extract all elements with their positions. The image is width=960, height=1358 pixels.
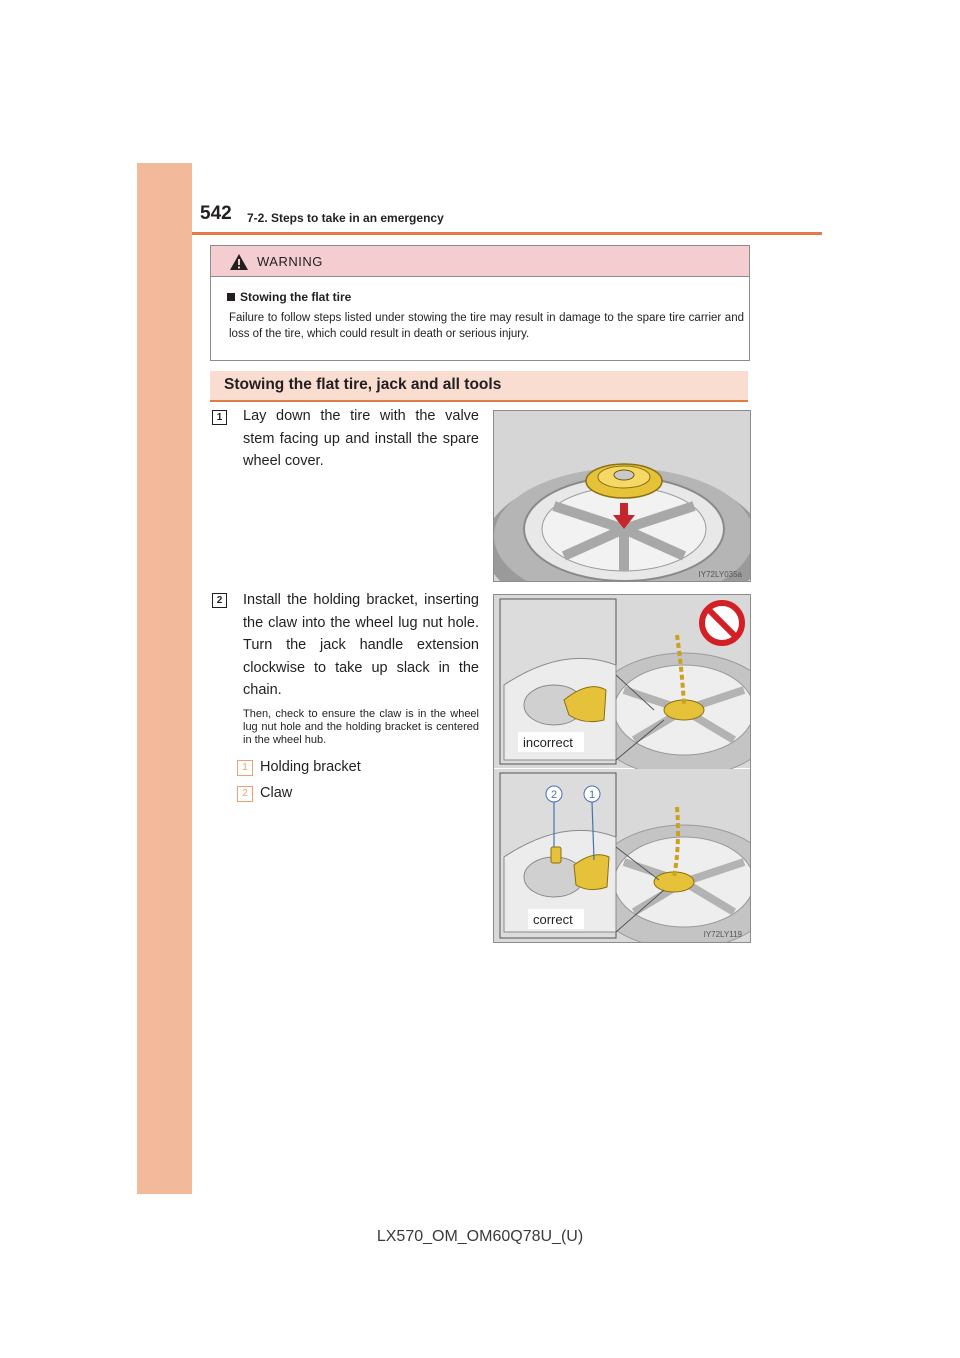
step-1-text: Lay down the tire with the valve stem facing up and install the spare wheel cover. xyxy=(243,408,479,469)
step-2-note: Then, check to ensure the claw is in the wheel lug nut hole and the holding bracket is centered in the wheel hub. xyxy=(243,708,479,746)
figure-callout-2: 2 xyxy=(550,789,558,801)
warning-label: WARNING xyxy=(257,254,323,269)
callout-label-claw: Claw xyxy=(260,785,293,801)
footer-document-code: LX570_OM_OM60Q78U_(U) xyxy=(376,1228,584,1245)
warning-triangle-icon xyxy=(229,253,249,271)
warning-box xyxy=(210,245,750,361)
warning-item-title xyxy=(227,290,351,304)
callout-label-holding-bracket: Holding bracket xyxy=(260,759,361,775)
figure-label-incorrect: incorrect xyxy=(523,735,573,750)
section-title: 7-2. Steps to take in an emergency xyxy=(247,211,444,225)
header-rule xyxy=(192,232,822,235)
warning-header xyxy=(211,246,749,277)
callout-number-1: 1 xyxy=(237,760,253,776)
figure-2-code: IY72LY119 xyxy=(703,930,742,939)
tire-cover-illustration xyxy=(494,411,750,581)
warning-item-text: Stowing the flat tire xyxy=(240,290,352,304)
holding-bracket-illustration xyxy=(494,595,750,942)
side-tab-bar xyxy=(137,163,192,1194)
figure-holding-bracket xyxy=(493,594,751,943)
page-number: 542 xyxy=(200,203,232,224)
bullet-square-icon xyxy=(227,293,235,301)
figure-1-code: IY72LY035a xyxy=(698,570,742,579)
figure-label-correct: correct xyxy=(533,912,573,927)
step-number-2: 2 xyxy=(212,593,227,608)
warning-body: Failure to follow steps listed under stowing the tire may result in damage to the spare tire carrier and loss of the tire, which could result in death or serious injury. xyxy=(229,312,744,340)
subsection-title: Stowing the flat tire, jack and all tools xyxy=(224,376,502,393)
figure-spare-wheel-cover xyxy=(493,410,751,582)
subsection-heading xyxy=(210,371,748,402)
figure-callout-1: 1 xyxy=(588,789,596,801)
step-2-text: Install the holding bracket, inserting the claw into the wheel lug nut hole. Turn the jack handle extension clockwise to take up slack in the chain. xyxy=(243,592,479,698)
callout-number-2: 2 xyxy=(237,786,253,802)
step-number-1: 1 xyxy=(212,410,227,425)
